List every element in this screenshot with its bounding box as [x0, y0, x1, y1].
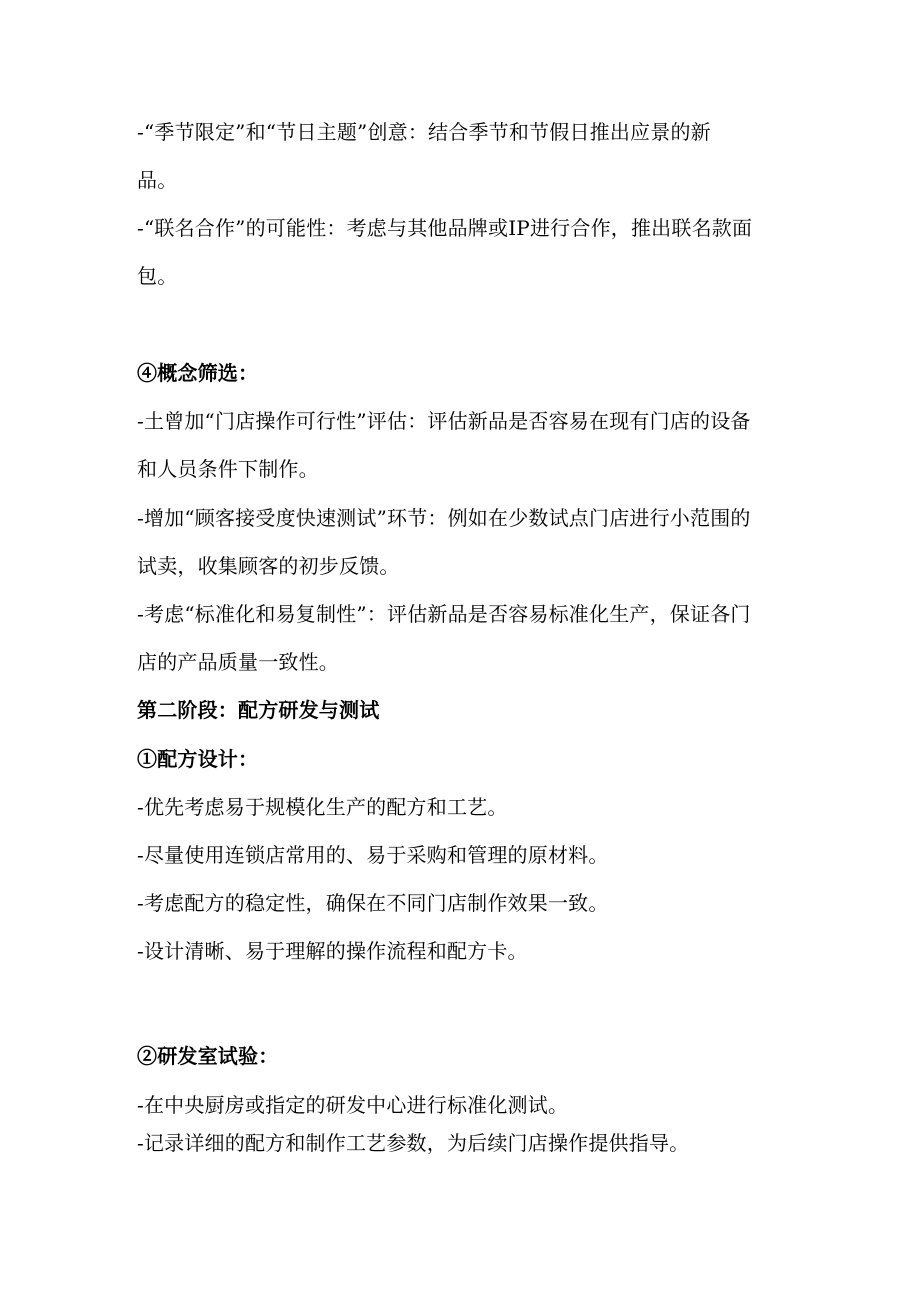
paragraph-line: 试卖，收集顾客的初步反馈。 [137, 554, 400, 578]
paragraph-line: -设计清晰、易于理解的操作流程和配方卡。 [137, 939, 528, 963]
section-heading: ①配方设计： [137, 747, 259, 771]
paragraph-line: -“联名合作”的可能性：考虑与其他品牌或IP进行合作，推出联名款面 [137, 216, 753, 240]
paragraph-line: -“季节限定”和“节日主题”创意：结合季节和节假日推出应景的新 [137, 120, 711, 144]
paragraph-line: -优先考虑易于规模化生产的配方和工艺。 [137, 795, 508, 819]
paragraph-line: 品。 [137, 168, 178, 192]
paragraph-line: 和人员条件下制作。 [137, 457, 319, 481]
paragraph-line: -在中央厨房或指定的研发中心进行标准化测试。 [137, 1093, 569, 1117]
paragraph-line: -考虑配方的稳定性，确保在不同门店制作效果一致。 [137, 891, 609, 915]
paragraph-line: -增加“顾客接受度快速测试”环节：例如在少数试点门店进行小范围的 [137, 506, 751, 530]
paragraph-line: -考虑“标准化和易复制性”：评估新品是否容易标准化生产，保证各门 [137, 602, 751, 626]
paragraph-line: -土曾加“门店操作可行性”评估：评估新品是否容易在现有门店的设备 [137, 409, 751, 433]
paragraph-line: -记录详细的配方和制作工艺参数，为后续门店操作提供指导。 [137, 1131, 690, 1155]
paragraph-line: -尽量使用连锁店常用的、易于采购和管理的原材料。 [137, 843, 609, 867]
section-heading: ②研发室试验： [137, 1044, 279, 1068]
paragraph-line: 包。 [137, 264, 178, 288]
paragraph-line: 店的产品质量一致性。 [137, 650, 339, 674]
section-heading: ④概念筛选： [137, 361, 259, 385]
stage-heading: 第二阶段：配方研发与测试 [137, 698, 380, 722]
